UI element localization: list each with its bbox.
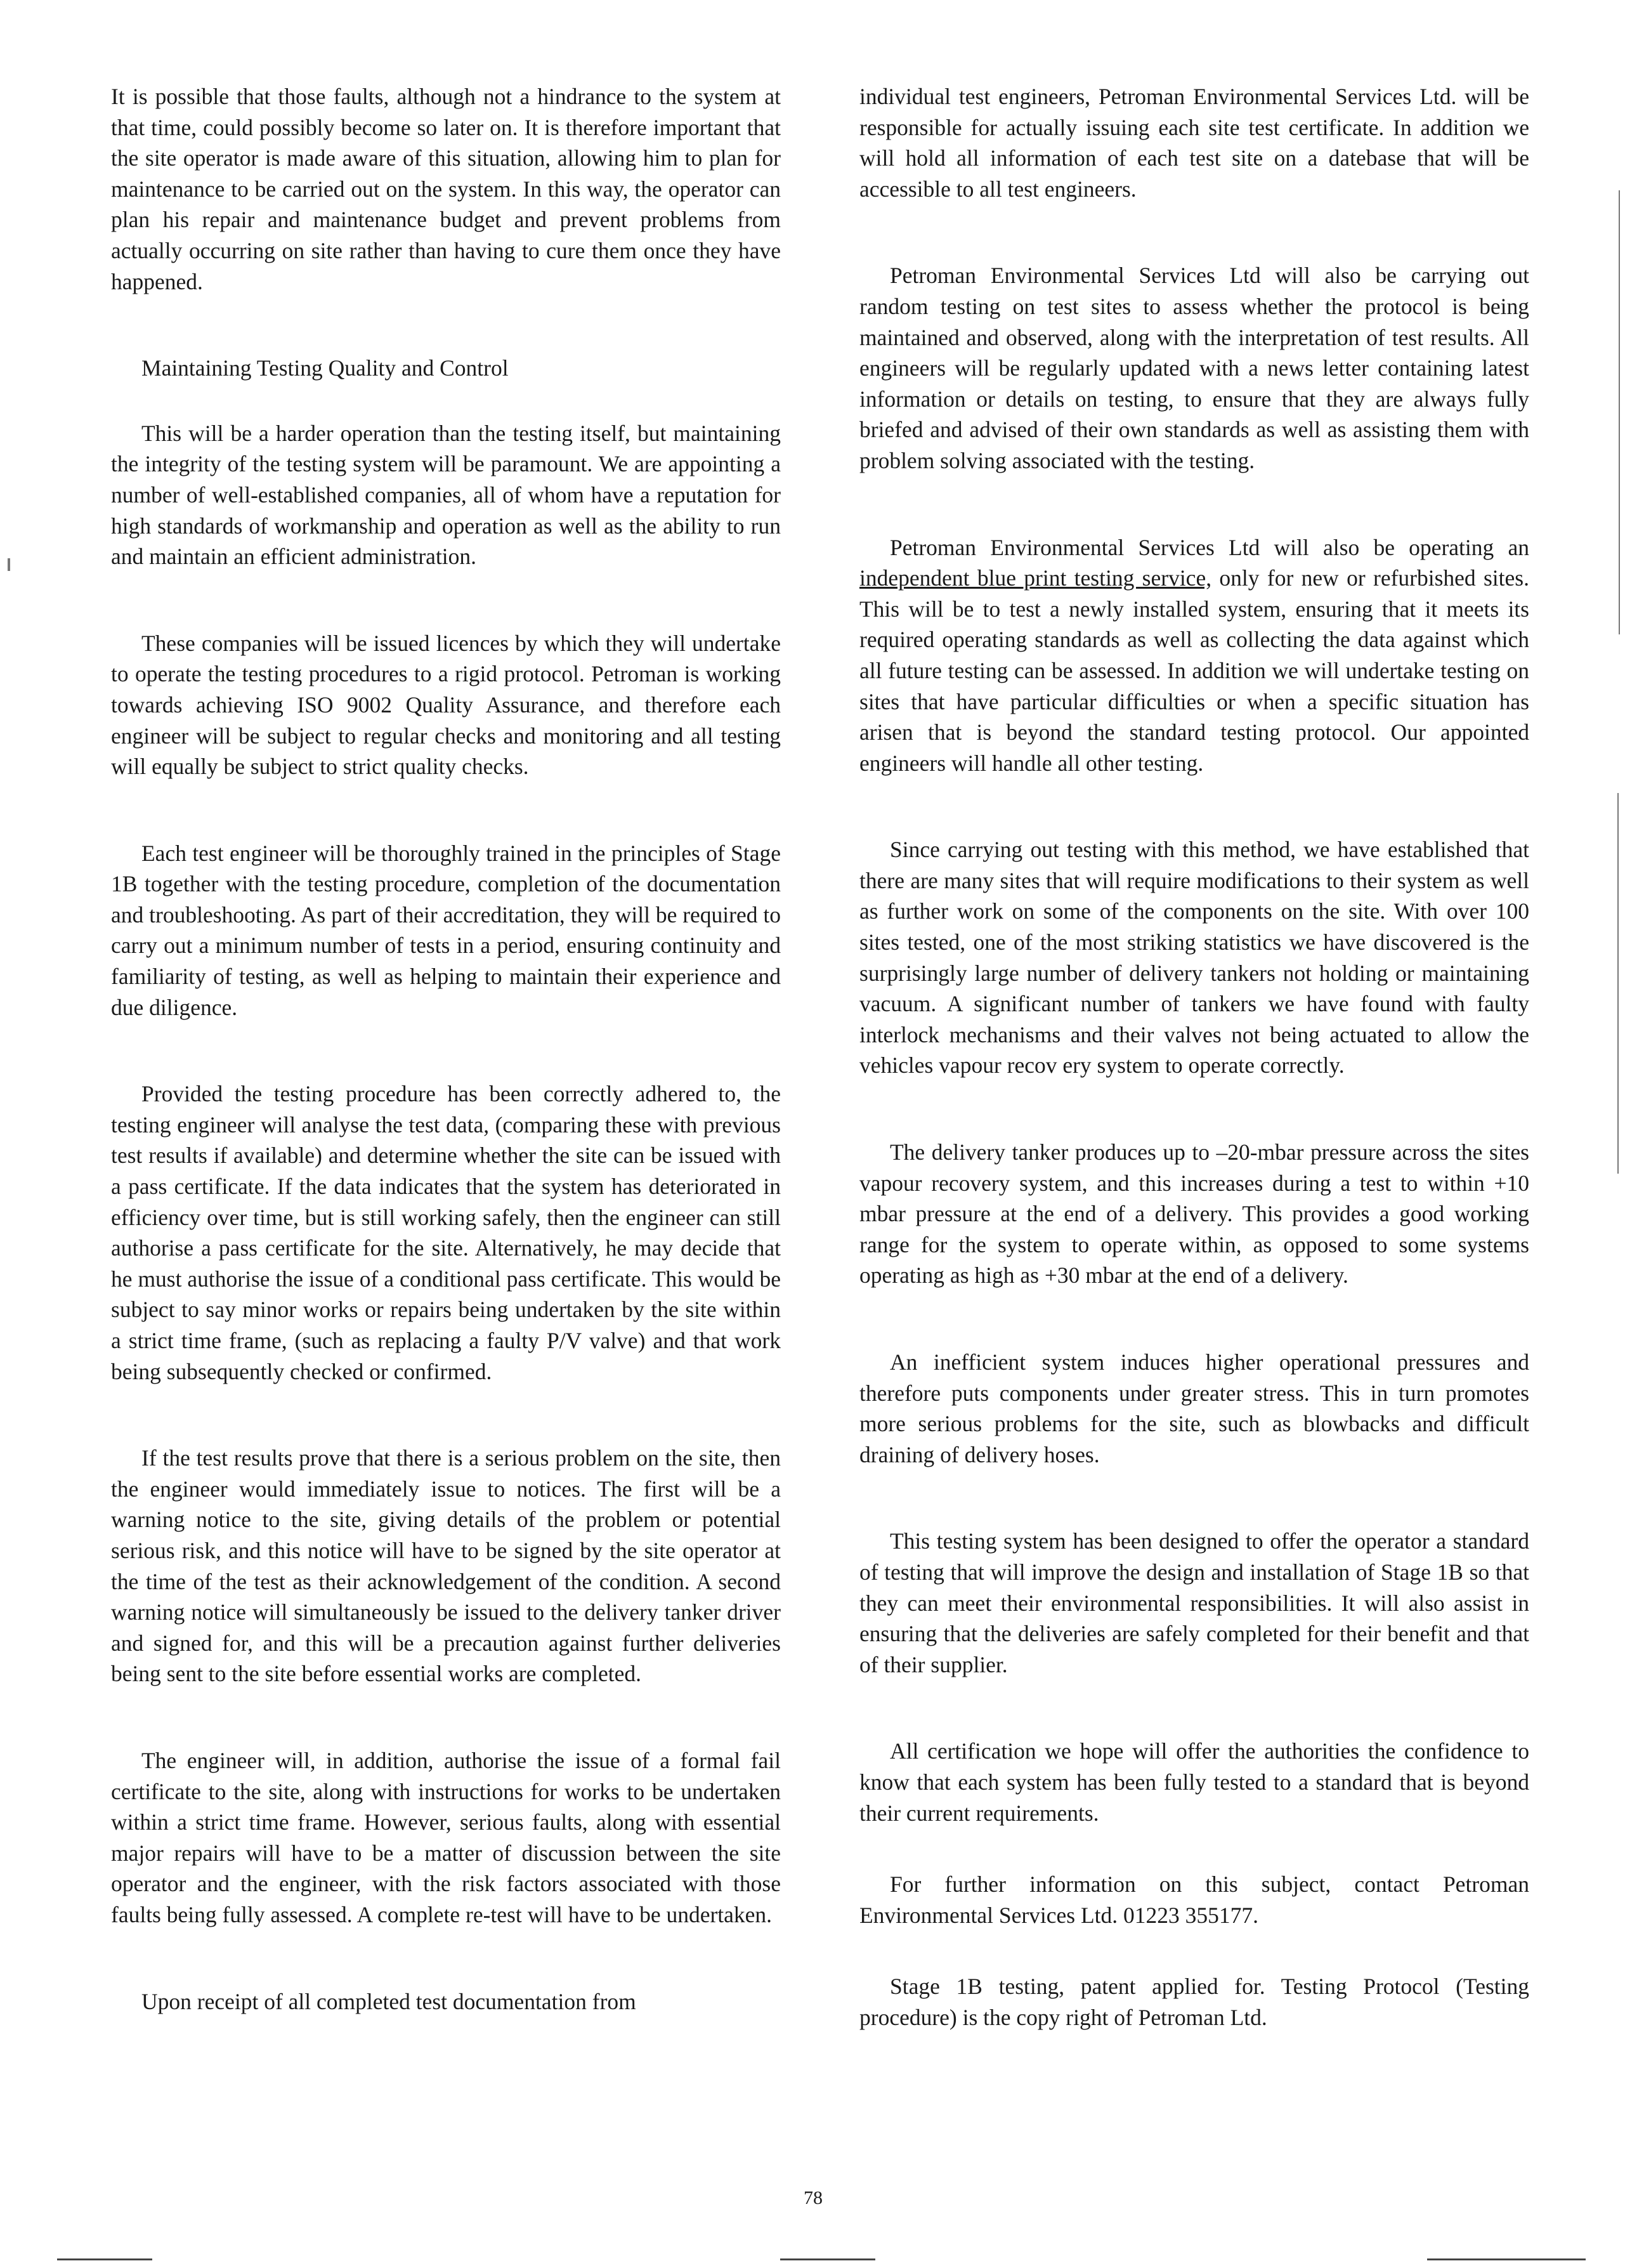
paragraph: Provided the testing procedure has been correctly adhered to, the testing engineer will analyse the test data, (comparing these with previous test results if available) and determine whether the site can be issued with a pass certificate. If the data indicates that the system has deteriorated in efficiency over time, but is still working safely, then the engineer can still authorise a pass certificate for the site. Alternatively, he may decide that he must authorise the issue of a conditional pass certificate. This would be subject to say minor works or repairs being undertaken by the site within a strict time frame, (such as replacing a faulty P/V valve) and that work being subsequently checked or confirmed. xyxy=(111,1081,781,1384)
paragraph: Upon receipt of all completed test documentation from xyxy=(141,1988,636,2014)
paragraph: It is possible that those faults, although not a hindrance to the system at that time, could possibly become so later on. It is therefore important that the site operator is made aware of this situation, allowing him to plan for maintenance to be carried out on the system. In this way, the operator can plan his repair and maintenance budget and prevent problems from actually occurring on site rather than having to cure them once they have happened. xyxy=(111,84,781,294)
right-column xyxy=(859,81,1529,2089)
scan-edge-line xyxy=(1427,2258,1586,2260)
underlined-phrase: independent blue print testing service, xyxy=(859,565,1212,591)
paragraph-text: Petroman Environmental Services Ltd will also be operating an xyxy=(890,534,1529,560)
paragraph: Since carrying out testing with this method, we have established that there are many sites that will require modifications to their system as well as further work on some of the components on the site. With over 100 sites tested, one of the most striking statistics we have discovered is the surprisingly large number of delivery tankers not holding or maintaining vacuum. A significant number of tankers we have found with faulty interlock mechanisms and their valves not being actuated to allow the vehicles vapour recov ery system to operate correctly. xyxy=(859,837,1529,1078)
paragraph: If the test results prove that there is a serious problem on the site, then the engineer would immediately issue to notices. The first will be a warning notice to the site, giving details of the problem or potential serious risk, and this notice will have to be signed by the site operator at the time of the test as their acknowledgement of the condition. A second warning notice will simultaneously be issued to the delivery tanker driver and signed for, and this will be a precaution against further deliveries being sent to the site before essential works are completed. xyxy=(111,1445,781,1687)
paragraph-text: only for new or refurbished sites. This will be to test a newly installed system, ensuring that it meets its required operating standards as well as collecting the data against which all future testing can be assessed. In addition we will undertake testing on sites that have particular difficulties or when a specific situation has arisen that is beyond the standard testing protocol. Our appointed engineers will handle all other testing. xyxy=(859,565,1529,776)
scan-edge-mark xyxy=(8,558,10,571)
left-column xyxy=(111,81,781,2073)
scan-edge-mark xyxy=(1619,190,1620,634)
paragraph: Stage 1B testing, patent applied for. Testing Protocol (Testing procedure) is the copy right of Petroman Ltd. xyxy=(859,1974,1529,2030)
paragraph xyxy=(859,532,1529,779)
section-heading: Maintaining Testing Quality and Control xyxy=(141,355,509,381)
paragraph: The delivery tanker produces up to –20-mbar pressure across the sites vapour recovery system, and this increases during a test to within +10 mbar pressure at the end of a delivery. This provides a good working range for the system to operate within, as opposed to some systems operating as high as +30 mbar at the end of a delivery. xyxy=(859,1139,1529,1288)
paragraph: All certification we hope will offer the authorities the confidence to know that each system has been fully tested to a standard that is beyond their current requirements. xyxy=(859,1738,1529,1826)
page-number: 78 xyxy=(804,2187,823,2208)
paragraph: Petroman Environmental Services Ltd will also be carrying out random testing on test sites to assess whether the protocol is being maintained and observed, along with the interpretation of test results. All engineers will be regularly updated with a news letter containing latest information or details on testing, to ensure that they are always fully briefed and advised of their own standards as well as assisting them with problem solving associated with the testing. xyxy=(859,263,1529,473)
scan-edge-line xyxy=(780,2258,875,2260)
scan-edge-mark xyxy=(1617,793,1619,1174)
paragraph: Each test engineer will be thoroughly trained in the principles of Stage 1B together with the testing procedure, completion of the documentation and troubleshooting. As part of their accreditation, they will be required to carry out a minimum number of tests in a period, ensuring continuity and familiarity of testing, as well as helping to maintain their experience and due diligence. xyxy=(111,840,781,1020)
paragraph: The engineer will, in addition, authorise the issue of a formal fail certificate to the site, along with instructions for works to be undertaken within a strict time frame. However, serious faults, along with essential major repairs will have to be a matter of discussion between the site operator and the engineer, with the risk factors associated with those faults being fully assessed. A complete re-test will have to be undertaken. xyxy=(111,1747,781,1927)
scan-edge-line xyxy=(57,2258,152,2260)
paragraph: An inefficient system induces higher operational pressures and therefore puts components under greater stress. This in turn promotes more serious problems for the site, such as blowbacks and difficult draining of delivery hoses. xyxy=(859,1349,1529,1467)
paragraph: These companies will be issued licences by which they will undertake to operate the testing procedures to a rigid protocol. Petroman is working towards achieving ISO 9002 Quality Assurance, and therefore each engineer will be subject to regular checks and monitoring and all testing will equally be subject to strict quality checks. xyxy=(111,630,781,780)
paragraph: For further information on this subject, contact Petroman Environmental Services Ltd. 01223 355177. xyxy=(859,1871,1529,1928)
paragraph: This testing system has been designed to offer the operator a standard of testing that will improve the design and installation of Stage 1B so that they can meet their environmental responsibilities. It will also assist in ensuring that the deliveries are safely completed for their benefit and that of their supplier. xyxy=(859,1528,1529,1677)
paragraph: This will be a harder operation than the testing itself, but maintaining the integrity of the testing system will be paramount. We are appointing a number of well-established companies, all of whom have a reputation for high standards of workmanship and operation as well as the ability to run and maintain an efficient administration. xyxy=(111,420,781,570)
paragraph: individual test engineers, Petroman Environmental Services Ltd. will be responsible for actually issuing each site test certificate. In addition we will hold all information of each test site on a datebase that will be accessible to all test engineers. xyxy=(859,84,1529,202)
